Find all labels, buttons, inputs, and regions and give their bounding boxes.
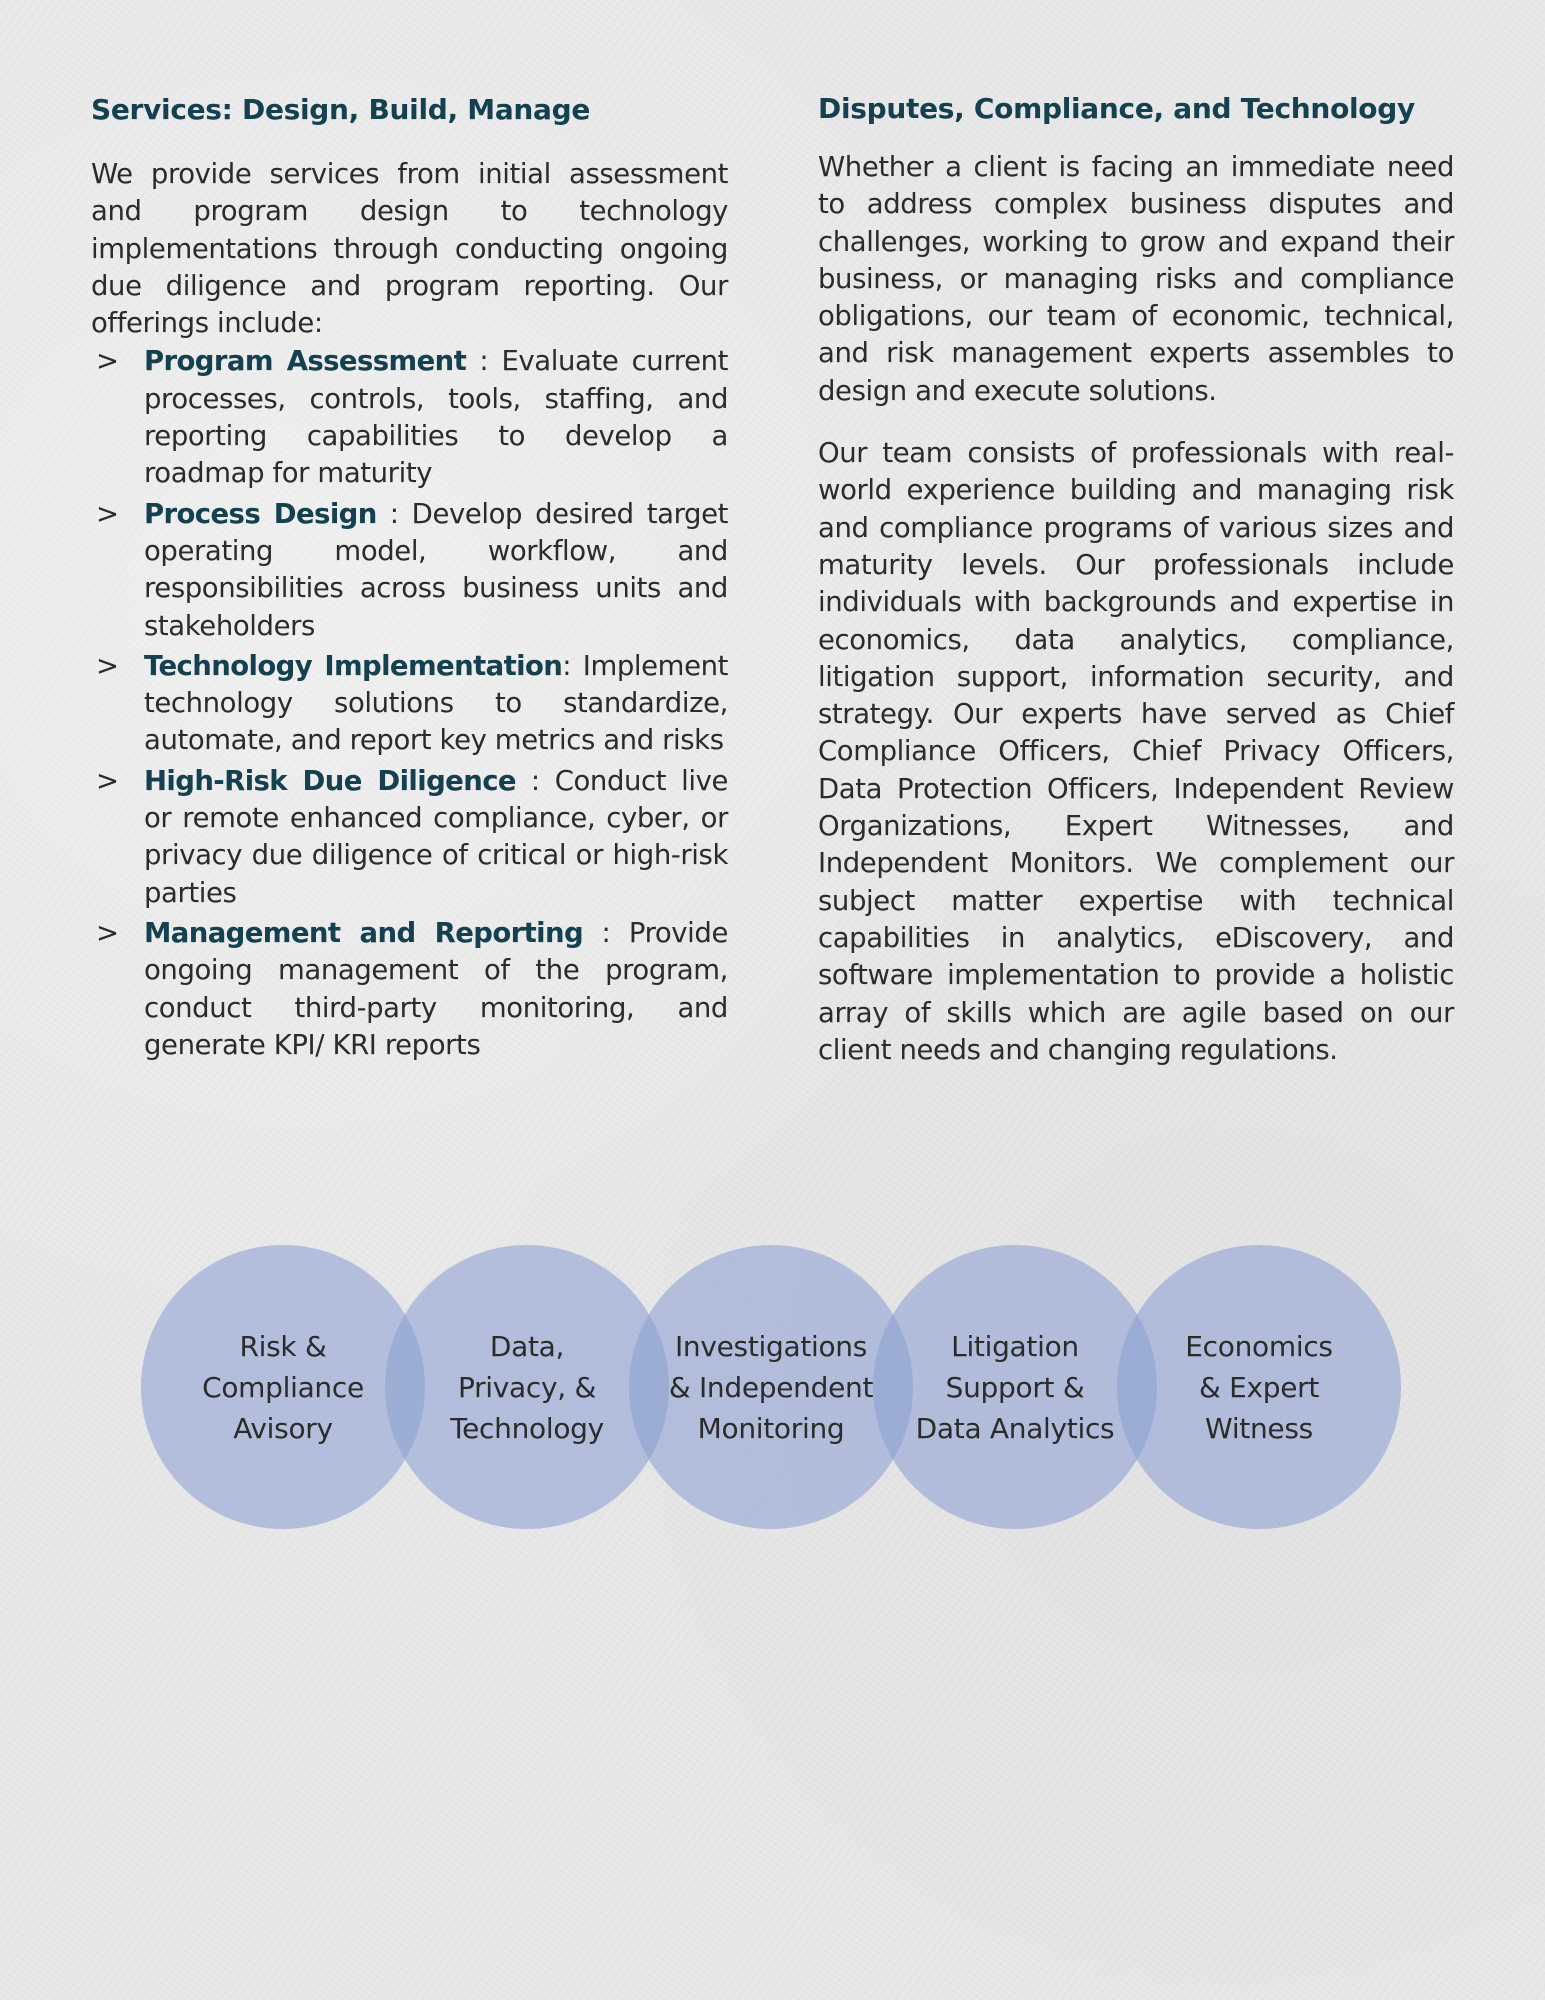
- circle-label: Risk & Compliance Avisory: [202, 1329, 364, 1445]
- practice-areas-diagram: [141, 1245, 1403, 1529]
- circle-investigations: [629, 1245, 913, 1529]
- circle-label: Economics & Expert Witness: [1185, 1329, 1333, 1445]
- circle-label: Data, Privacy, & Technology: [450, 1329, 604, 1445]
- chevron-right-icon: >: [96, 345, 119, 378]
- disputes-column: [818, 87, 1454, 1069]
- disputes-heading: Disputes, Compliance, and Technology: [818, 92, 1415, 125]
- disputes-paragraph-1: Whether a client is facing an immediate need to address complex business disputes and challenges, working to grow and expand their business, or managing risks and compliance obligations, our team of economic, technical, and risk management experts assembles to design and execute solutions.: [818, 151, 1454, 407]
- offering-separator: :: [466, 345, 502, 378]
- chevron-right-icon: >: [96, 649, 119, 682]
- offering-text: Conduct live or remote enhanced compliance, cyber, or privacy due diligence of critical or high-risk parties: [144, 764, 728, 909]
- offering-item: [91, 648, 728, 760]
- circle-litigation-support: [873, 1245, 1157, 1529]
- offering-text: Develop desired target operating model, workflow, and responsibilities across business units and stakeholders: [144, 497, 728, 642]
- offering-term: Program Assessment: [144, 345, 467, 378]
- offering-text: Evaluate current processes, controls, tools, staffing, and reporting capabilities to develop a roadmap for maturity: [144, 345, 728, 490]
- offering-term: High-Risk Due Diligence: [144, 764, 516, 797]
- offering-separator: :: [515, 764, 555, 797]
- offering-text: Implement technology solutions to standardize, automate, and report key metrics and risks: [144, 649, 728, 757]
- offering-separator: :: [376, 497, 412, 530]
- offering-text: Provide ongoing management of the program, conduct third-party monitoring, and generate KPI/ KRI reports: [144, 916, 728, 1061]
- offering-item: [91, 343, 728, 492]
- circle-risk-compliance: [141, 1245, 425, 1529]
- offering-term: Management and Reporting: [144, 916, 584, 949]
- offering-term: Process Design: [144, 497, 377, 530]
- circle-label: Litigation Support & Data Analytics: [915, 1329, 1115, 1445]
- circle-data-privacy: [385, 1245, 669, 1529]
- offering-item: [91, 915, 728, 1064]
- chevron-right-icon: >: [96, 497, 119, 530]
- chevron-right-icon: >: [96, 764, 119, 797]
- offerings-list: [91, 343, 728, 1064]
- offering-separator: :: [562, 649, 583, 682]
- services-intro: We provide services from initial assessment and program design to technology implementations through conducting ongoing due diligence and program reporting. Our offerings include:: [91, 158, 728, 340]
- offering-term: Technology Implementation: [144, 649, 563, 682]
- offering-item: [91, 763, 728, 912]
- services-column: [91, 88, 728, 1067]
- disputes-paragraph-2: Our team consists of professionals with real-world experience building and managing risk and compliance programs of various sizes and maturity levels. Our professionals include individuals with backgrounds and expertise in economics, data analytics, compliance, litigation support, information security, and strategy. Our experts have served as Chief Compliance Officers, Chief Privacy Officers, Data Protection Officers, Independent Review Organizations, Expert Witnesses, and Independent Monitors. We complement our subject matter expertise with technical capabilities in analytics, eDiscovery, and software implementation to provide a holistic array of skills which are agile based on our client needs and changing regulations.: [818, 437, 1454, 1066]
- chevron-right-icon: >: [96, 916, 119, 949]
- circle-label: Investigations & Independent Monitoring: [668, 1329, 874, 1445]
- offering-separator: :: [583, 916, 629, 949]
- offering-item: [91, 496, 728, 645]
- services-heading: Services: Design, Build, Manage: [91, 93, 591, 126]
- circle-economics: [1117, 1245, 1401, 1529]
